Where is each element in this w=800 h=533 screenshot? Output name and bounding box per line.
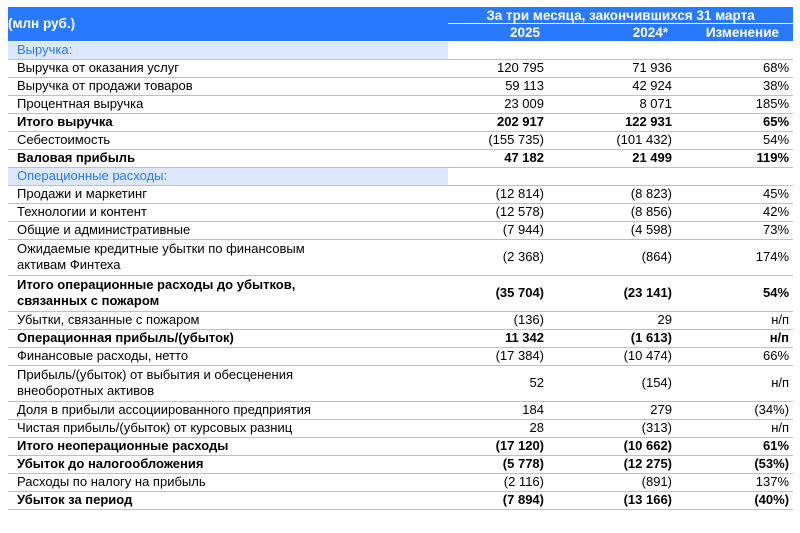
value-2024: 122 931: [548, 113, 676, 131]
value-2024: (23 141): [548, 275, 676, 311]
row-label-text: Себестоимость: [17, 132, 111, 147]
row-label: [8, 437, 448, 455]
value-2025: (12 578): [448, 203, 548, 221]
table-row: [8, 95, 793, 113]
value-change: 137%: [676, 473, 793, 491]
value-2025: 184: [448, 401, 548, 419]
row-label-text-line2: связанных с пожаром: [17, 293, 160, 308]
value-change: н/п: [676, 419, 793, 437]
row-label-text: Общие и административные: [17, 222, 191, 237]
value-change: 54%: [676, 275, 793, 311]
row-label: [8, 311, 448, 329]
value-change: 45%: [676, 185, 793, 203]
table-row: [8, 221, 793, 239]
value-2025: (12 814): [448, 185, 548, 203]
value-change: (53%): [676, 455, 793, 473]
table-row: [8, 59, 793, 77]
row-label-text: Ожидаемые кредитные убытки по финансовым: [17, 241, 305, 256]
row-label: [8, 203, 448, 221]
value-change: [676, 167, 793, 185]
row-label: [8, 329, 448, 347]
section-label: [8, 41, 448, 59]
row-label-text: Выручка от оказания услуг: [17, 60, 179, 75]
value-2024: [548, 167, 676, 185]
table-row: [8, 365, 793, 401]
row-label: [8, 455, 448, 473]
row-label-text: Выручка:: [17, 42, 73, 57]
table-row: [8, 419, 793, 437]
table-row: [8, 473, 793, 491]
table-row: [8, 185, 793, 203]
value-2024: [548, 41, 676, 59]
table-header-row: [8, 7, 793, 24]
value-2025: (155 735): [448, 131, 548, 149]
row-label-text: Убыток до налогообложения: [17, 456, 204, 471]
column-header-change: Изменение: [676, 24, 793, 42]
value-change: (34%): [676, 401, 793, 419]
value-2024: (13 166): [548, 491, 676, 509]
value-2025: 47 182: [448, 149, 548, 167]
value-2025: (7 894): [448, 491, 548, 509]
value-change: 68%: [676, 59, 793, 77]
row-label-text-line2: активам Финтеха: [17, 257, 121, 272]
row-label-text: Финансовые расходы, нетто: [17, 348, 189, 363]
period-header: За три месяца, закончившихся 31 марта: [448, 7, 793, 24]
value-2024: (10 662): [548, 437, 676, 455]
row-label: [8, 59, 448, 77]
section-header-row: [8, 167, 793, 185]
row-label-text: Убытки, связанные с пожаром: [17, 312, 200, 327]
table-row: [8, 203, 793, 221]
value-change: н/п: [676, 365, 793, 401]
table-body: [8, 41, 793, 509]
value-2024: 279: [548, 401, 676, 419]
value-2024: (4 598): [548, 221, 676, 239]
value-2024: (154): [548, 365, 676, 401]
table-row: [8, 437, 793, 455]
value-change: н/п: [676, 311, 793, 329]
value-2025: [448, 167, 548, 185]
row-label: [8, 491, 448, 509]
value-change: 119%: [676, 149, 793, 167]
row-label-text: Продажи и маркетинг: [17, 186, 147, 201]
table-row: [8, 329, 793, 347]
row-label-text: Доля в прибыли ассоциированного предприятия: [17, 402, 311, 417]
value-change: [676, 41, 793, 59]
row-label-text: Итого операционные расходы до убытков,: [17, 277, 296, 292]
row-label: [8, 239, 448, 275]
value-2024: (10 474): [548, 347, 676, 365]
value-2024: (12 275): [548, 455, 676, 473]
row-label-text: Расходы по налогу на прибыль: [17, 474, 206, 489]
value-change: 66%: [676, 347, 793, 365]
section-header-row: [8, 41, 793, 59]
value-2025: (7 944): [448, 221, 548, 239]
row-label: [8, 149, 448, 167]
table-row: [8, 149, 793, 167]
row-label: [8, 347, 448, 365]
table-row: [8, 311, 793, 329]
row-label: [8, 95, 448, 113]
value-2025: 59 113: [448, 77, 548, 95]
value-change: 65%: [676, 113, 793, 131]
value-2025: [448, 41, 548, 59]
value-2024: 29: [548, 311, 676, 329]
row-label-text: Итого неоперационные расходы: [17, 438, 229, 453]
value-2024: 42 924: [548, 77, 676, 95]
value-2025: 202 917: [448, 113, 548, 131]
row-label: [8, 131, 448, 149]
value-change: 73%: [676, 221, 793, 239]
value-change: 38%: [676, 77, 793, 95]
value-2025: 11 342: [448, 329, 548, 347]
row-label-text: Операционные расходы:: [17, 168, 168, 183]
value-2024: (313): [548, 419, 676, 437]
value-2024: (1 613): [548, 329, 676, 347]
table-row: [8, 275, 793, 311]
row-label-text: Выручка от продажи товаров: [17, 78, 193, 93]
row-label: [8, 419, 448, 437]
row-label-text: Прибыль/(убыток) от выбытия и обесценения: [17, 367, 293, 382]
column-header-2024: 2024*: [548, 24, 676, 42]
row-label-text: Итого выручка: [17, 114, 113, 129]
table-row: [8, 491, 793, 509]
row-label-text: Технологии и контент: [17, 204, 147, 219]
table-row: [8, 77, 793, 95]
value-2025: 52: [448, 365, 548, 401]
row-label: [8, 365, 448, 401]
value-change: 61%: [676, 437, 793, 455]
section-label: [8, 167, 448, 185]
row-label-text: Убыток за период: [17, 492, 133, 507]
value-2025: (2 116): [448, 473, 548, 491]
column-header-2025: 2025: [448, 24, 548, 42]
value-change: 174%: [676, 239, 793, 275]
value-change: 54%: [676, 131, 793, 149]
value-change: 185%: [676, 95, 793, 113]
value-change: н/п: [676, 329, 793, 347]
value-2024: (891): [548, 473, 676, 491]
value-change: 42%: [676, 203, 793, 221]
table-row: [8, 401, 793, 419]
row-label: [8, 221, 448, 239]
row-label-text-line2: внеоборотных активов: [17, 383, 155, 398]
value-2025: 28: [448, 419, 548, 437]
row-label: [8, 185, 448, 203]
unit-label: (млн руб.): [8, 7, 448, 41]
value-2024: (8 823): [548, 185, 676, 203]
financial-statement-table: [8, 7, 793, 510]
table-row: [8, 455, 793, 473]
value-2025: (136): [448, 311, 548, 329]
table-row: [8, 239, 793, 275]
row-label: [8, 113, 448, 131]
row-label: [8, 275, 448, 311]
value-2025: (35 704): [448, 275, 548, 311]
value-2025: (2 368): [448, 239, 548, 275]
value-2024: (864): [548, 239, 676, 275]
value-2024: 8 071: [548, 95, 676, 113]
table-row: [8, 131, 793, 149]
value-2024: 21 499: [548, 149, 676, 167]
row-label-text: Операционная прибыль/(убыток): [17, 330, 234, 345]
row-label-text: Процентная выручка: [17, 96, 144, 111]
value-2025: (17 120): [448, 437, 548, 455]
value-2024: (101 432): [548, 131, 676, 149]
value-2025: (17 384): [448, 347, 548, 365]
table-row: [8, 347, 793, 365]
row-label: [8, 473, 448, 491]
value-2025: 120 795: [448, 59, 548, 77]
value-2025: (5 778): [448, 455, 548, 473]
financial-table-container: [8, 7, 793, 510]
table-row: [8, 113, 793, 131]
value-2025: 23 009: [448, 95, 548, 113]
row-label: [8, 401, 448, 419]
row-label-text: Чистая прибыль/(убыток) от курсовых разниц: [17, 420, 293, 435]
value-2024: (8 856): [548, 203, 676, 221]
value-2024: 71 936: [548, 59, 676, 77]
row-label: [8, 77, 448, 95]
value-change: (40%): [676, 491, 793, 509]
row-label-text: Валовая прибыль: [17, 150, 136, 165]
